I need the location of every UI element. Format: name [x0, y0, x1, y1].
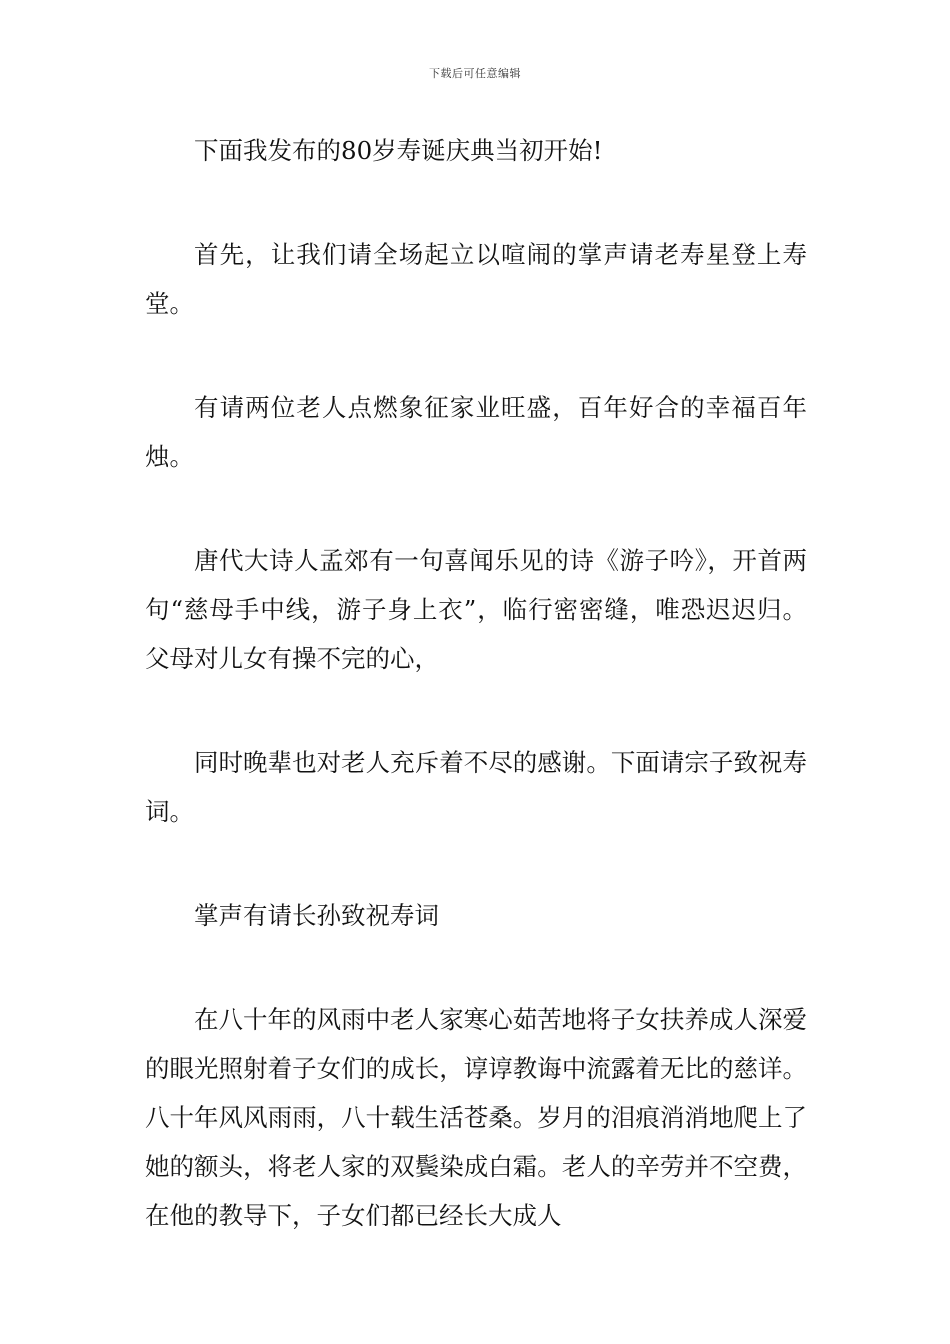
paragraph-tribute: 在八十年的风雨中老人家寒心茹苦地将子女扶养成人深爱的眼光照射着子女们的成长，谆谆教诲中流露着无比的慈详。八十年风风雨雨，八十载生活苍桑。岁月的泪痕消消地爬上了她的额头，将老人家的双鬓染成白霜。老人的辛劳并不空费，在他的教导下，子女们都已经长大成人 [145, 1005, 807, 1230]
paragraph-poem: 唐代大诗人孟郊有一句喜闻乐见的诗《游子吟》，开首两句“慈母手中线，游子身上衣”，临行密密缝，唯恐迟迟归。父母对儿女有操不完的心， [145, 546, 807, 673]
paragraph-gap [145, 328, 807, 383]
paragraph-announcement: 下面我发布的80岁寿诞庆典当初开始! [194, 136, 603, 165]
paragraph-gap [145, 175, 807, 230]
paragraph-grandson: 掌声有请长孙致祝寿词 [194, 901, 439, 930]
paragraph-gap [145, 481, 807, 536]
paragraph-eldest-son: 同时晚辈也对老人充斥着不尽的感谢。下面请宗子致祝寿词。 [145, 748, 807, 826]
paragraph-stand-up: 首先，让我们请全场起立以喧闹的掌声请老寿星登上寿堂。 [145, 240, 807, 318]
paragraph-gap [145, 940, 807, 995]
paragraph-gap [145, 683, 807, 738]
paragraph-candle: 有请两位老人点燃象征家业旺盛，百年好合的幸福百年烛。 [145, 393, 807, 471]
paragraph-gap [145, 836, 807, 891]
page-header: 下载后可任意编辑 [429, 67, 521, 80]
document-body [145, 126, 807, 1240]
